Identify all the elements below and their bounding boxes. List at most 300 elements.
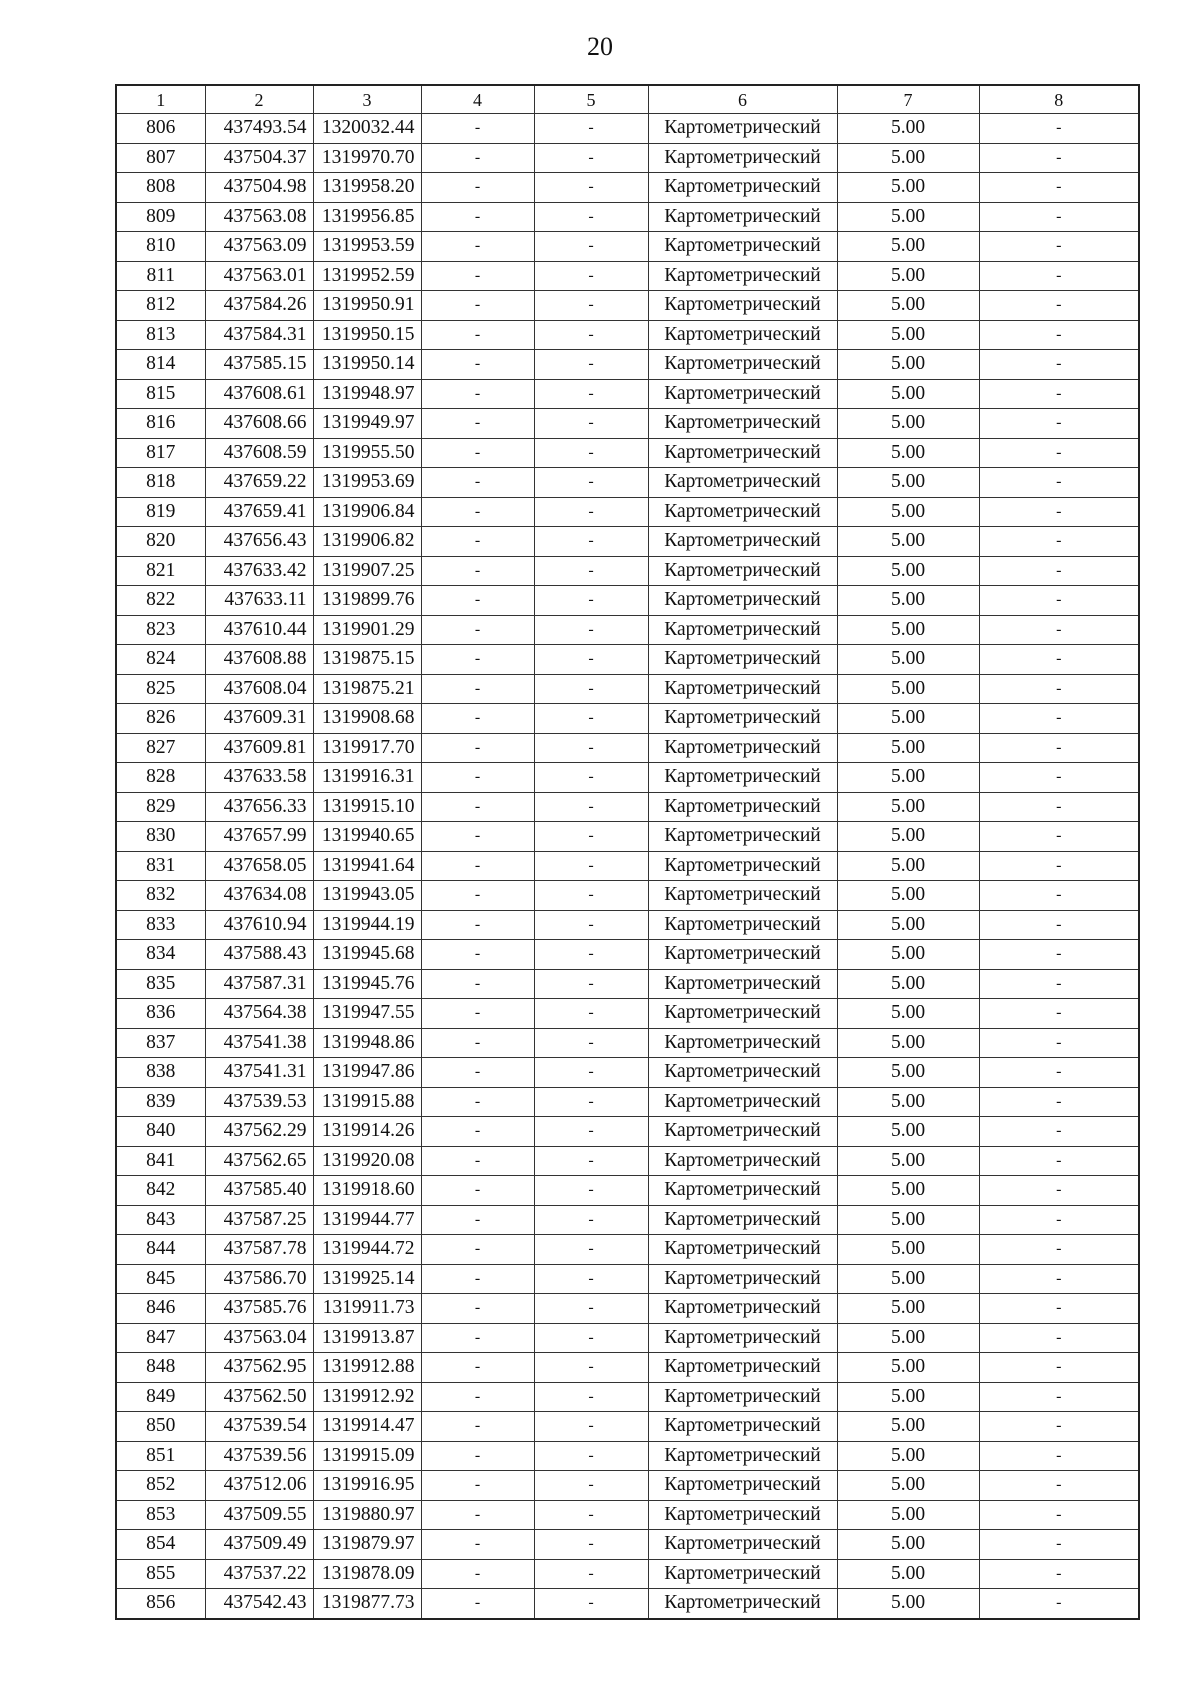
cell-accuracy: 5.00: [837, 1530, 979, 1560]
cell-col5-value: -: [534, 291, 648, 321]
cell-col5-value: -: [534, 940, 648, 970]
cell-method: Картометрический: [648, 1559, 837, 1589]
cell-accuracy: 5.00: [837, 1294, 979, 1324]
cell-col5-value: -: [534, 586, 648, 616]
table-row: [116, 940, 1139, 970]
cell-accuracy: 5.00: [837, 1058, 979, 1088]
table-header-row: [116, 85, 1139, 114]
cell-col8-value: -: [979, 438, 1139, 468]
cell-col5-value: -: [534, 438, 648, 468]
cell-coord-y: 1319913.87: [313, 1323, 421, 1353]
cell-point-number: 842: [116, 1176, 205, 1206]
cell-point-number: 829: [116, 792, 205, 822]
cell-col4-value: -: [421, 379, 534, 409]
cell-col8-value: -: [979, 1382, 1139, 1412]
cell-col4-value: -: [421, 114, 534, 144]
cell-col5-value: -: [534, 468, 648, 498]
cell-col5-value: -: [534, 1205, 648, 1235]
cell-point-number: 822: [116, 586, 205, 616]
cell-col4-value: -: [421, 733, 534, 763]
cell-col8-value: -: [979, 468, 1139, 498]
cell-coord-x: 437504.98: [205, 173, 313, 203]
cell-coord-y: 1319915.09: [313, 1441, 421, 1471]
table-row: [116, 763, 1139, 793]
cell-col4-value: -: [421, 645, 534, 675]
cell-col5-value: -: [534, 822, 648, 852]
cell-method: Картометрический: [648, 1294, 837, 1324]
cell-col5-value: -: [534, 1146, 648, 1176]
cell-col5-value: -: [534, 792, 648, 822]
cell-method: Картометрический: [648, 1323, 837, 1353]
cell-col4-value: -: [421, 438, 534, 468]
cell-point-number: 831: [116, 851, 205, 881]
cell-col8-value: -: [979, 173, 1139, 203]
cell-col8-value: -: [979, 527, 1139, 557]
column-header-5: 5: [534, 85, 648, 114]
cell-point-number: 849: [116, 1382, 205, 1412]
cell-method: Картометрический: [648, 1264, 837, 1294]
cell-col5-value: -: [534, 350, 648, 380]
cell-point-number: 839: [116, 1087, 205, 1117]
cell-point-number: 845: [116, 1264, 205, 1294]
cell-accuracy: 5.00: [837, 1205, 979, 1235]
cell-coord-y: 1319925.14: [313, 1264, 421, 1294]
cell-method: Картометрический: [648, 143, 837, 173]
cell-col5-value: -: [534, 1235, 648, 1265]
cell-method: Картометрический: [648, 940, 837, 970]
cell-point-number: 853: [116, 1500, 205, 1530]
cell-accuracy: 5.00: [837, 999, 979, 1029]
cell-col8-value: -: [979, 320, 1139, 350]
cell-col4-value: -: [421, 1353, 534, 1383]
cell-col5-value: -: [534, 674, 648, 704]
cell-point-number: 852: [116, 1471, 205, 1501]
cell-accuracy: 5.00: [837, 1589, 979, 1619]
cell-coord-x: 437585.40: [205, 1176, 313, 1206]
cell-point-number: 817: [116, 438, 205, 468]
cell-coord-y: 1319879.97: [313, 1530, 421, 1560]
table-row: [116, 674, 1139, 704]
cell-coord-y: 1319911.73: [313, 1294, 421, 1324]
cell-accuracy: 5.00: [837, 527, 979, 557]
cell-accuracy: 5.00: [837, 674, 979, 704]
cell-coord-y: 1319958.20: [313, 173, 421, 203]
cell-coord-y: 1319950.15: [313, 320, 421, 350]
cell-point-number: 844: [116, 1235, 205, 1265]
cell-method: Картометрический: [648, 556, 837, 586]
cell-coord-y: 1319948.97: [313, 379, 421, 409]
cell-col8-value: -: [979, 1323, 1139, 1353]
cell-accuracy: 5.00: [837, 733, 979, 763]
cell-col4-value: -: [421, 232, 534, 262]
cell-coord-x: 437563.01: [205, 261, 313, 291]
cell-coord-y: 1319901.29: [313, 615, 421, 645]
cell-col4-value: -: [421, 881, 534, 911]
cell-coord-y: 1319916.95: [313, 1471, 421, 1501]
cell-coord-y: 1319920.08: [313, 1146, 421, 1176]
cell-coord-y: 1319917.70: [313, 733, 421, 763]
cell-coord-x: 437541.38: [205, 1028, 313, 1058]
cell-col4-value: -: [421, 143, 534, 173]
cell-col5-value: -: [534, 763, 648, 793]
cell-col4-value: -: [421, 320, 534, 350]
cell-accuracy: 5.00: [837, 1117, 979, 1147]
table-row: [116, 1205, 1139, 1235]
cell-col8-value: -: [979, 114, 1139, 144]
cell-method: Картометрический: [648, 763, 837, 793]
table-row: [116, 1264, 1139, 1294]
cell-accuracy: 5.00: [837, 1028, 979, 1058]
cell-col5-value: -: [534, 704, 648, 734]
cell-coord-y: 1319915.88: [313, 1087, 421, 1117]
cell-coord-x: 437562.29: [205, 1117, 313, 1147]
cell-col8-value: -: [979, 291, 1139, 321]
cell-method: Картометрический: [648, 1087, 837, 1117]
table-row: [116, 851, 1139, 881]
table-row: [116, 586, 1139, 616]
cell-coord-y: 1319948.86: [313, 1028, 421, 1058]
cell-point-number: 818: [116, 468, 205, 498]
cell-col5-value: -: [534, 497, 648, 527]
table-row: [116, 1382, 1139, 1412]
cell-coord-x: 437584.31: [205, 320, 313, 350]
cell-col8-value: -: [979, 1264, 1139, 1294]
table-row: [116, 468, 1139, 498]
cell-col5-value: -: [534, 1028, 648, 1058]
cell-coord-y: 1319914.47: [313, 1412, 421, 1442]
table-row: [116, 1559, 1139, 1589]
cell-col8-value: -: [979, 1294, 1139, 1324]
cell-col8-value: -: [979, 1353, 1139, 1383]
cell-accuracy: 5.00: [837, 1323, 979, 1353]
table-row: [116, 232, 1139, 262]
cell-coord-x: 437563.08: [205, 202, 313, 232]
table-row: [116, 999, 1139, 1029]
cell-col8-value: -: [979, 232, 1139, 262]
cell-col4-value: -: [421, 1589, 534, 1619]
cell-method: Картометрический: [648, 822, 837, 852]
cell-col4-value: -: [421, 1559, 534, 1589]
table-row: [116, 1058, 1139, 1088]
cell-col8-value: -: [979, 1058, 1139, 1088]
cell-point-number: 821: [116, 556, 205, 586]
cell-accuracy: 5.00: [837, 704, 979, 734]
table-row: [116, 1146, 1139, 1176]
cell-point-number: 815: [116, 379, 205, 409]
cell-method: Картометрический: [648, 232, 837, 262]
cell-col8-value: -: [979, 1176, 1139, 1206]
table-row: [116, 320, 1139, 350]
cell-method: Картометрический: [648, 173, 837, 203]
cell-point-number: 834: [116, 940, 205, 970]
cell-coord-x: 437633.58: [205, 763, 313, 793]
cell-coord-x: 437587.31: [205, 969, 313, 999]
cell-coord-y: 1319912.92: [313, 1382, 421, 1412]
cell-col8-value: -: [979, 1530, 1139, 1560]
cell-method: Картометрический: [648, 910, 837, 940]
cell-accuracy: 5.00: [837, 202, 979, 232]
cell-col8-value: -: [979, 674, 1139, 704]
table-row: [116, 527, 1139, 557]
cell-point-number: 810: [116, 232, 205, 262]
cell-accuracy: 5.00: [837, 792, 979, 822]
cell-col8-value: -: [979, 143, 1139, 173]
table-row: [116, 1441, 1139, 1471]
cell-coord-y: 1319952.59: [313, 261, 421, 291]
cell-accuracy: 5.00: [837, 143, 979, 173]
cell-point-number: 837: [116, 1028, 205, 1058]
cell-method: Картометрический: [648, 1117, 837, 1147]
cell-col8-value: -: [979, 1589, 1139, 1619]
table-row: [116, 1294, 1139, 1324]
cell-method: Картометрический: [648, 999, 837, 1029]
cell-coord-x: 437588.43: [205, 940, 313, 970]
cell-point-number: 825: [116, 674, 205, 704]
cell-coord-y: 1319878.09: [313, 1559, 421, 1589]
column-header-6: 6: [648, 85, 837, 114]
cell-col8-value: -: [979, 1559, 1139, 1589]
cell-col8-value: -: [979, 792, 1139, 822]
table-row: [116, 733, 1139, 763]
cell-coord-y: 1319970.70: [313, 143, 421, 173]
cell-point-number: 832: [116, 881, 205, 911]
cell-col4-value: -: [421, 202, 534, 232]
cell-point-number: 838: [116, 1058, 205, 1088]
cell-coord-y: 1319906.82: [313, 527, 421, 557]
cell-coord-x: 437504.37: [205, 143, 313, 173]
cell-coord-x: 437659.22: [205, 468, 313, 498]
cell-col4-value: -: [421, 910, 534, 940]
cell-col8-value: -: [979, 1028, 1139, 1058]
cell-coord-x: 437512.06: [205, 1471, 313, 1501]
cell-col4-value: -: [421, 999, 534, 1029]
cell-col8-value: -: [979, 822, 1139, 852]
cell-col4-value: -: [421, 1264, 534, 1294]
table-row: [116, 1117, 1139, 1147]
cell-col8-value: -: [979, 733, 1139, 763]
cell-point-number: 850: [116, 1412, 205, 1442]
cell-method: Картометрический: [648, 881, 837, 911]
cell-coord-y: 1319912.88: [313, 1353, 421, 1383]
cell-accuracy: 5.00: [837, 1471, 979, 1501]
cell-coord-y: 1319947.55: [313, 999, 421, 1029]
cell-col4-value: -: [421, 350, 534, 380]
cell-col5-value: -: [534, 320, 648, 350]
table-row: [116, 1235, 1139, 1265]
table-row: [116, 645, 1139, 675]
cell-col8-value: -: [979, 851, 1139, 881]
cell-point-number: 814: [116, 350, 205, 380]
cell-col4-value: -: [421, 615, 534, 645]
cell-col8-value: -: [979, 645, 1139, 675]
cell-method: Картометрический: [648, 674, 837, 704]
cell-method: Картометрический: [648, 1471, 837, 1501]
cell-method: Картометрический: [648, 704, 837, 734]
cell-col4-value: -: [421, 1058, 534, 1088]
cell-col4-value: -: [421, 497, 534, 527]
cell-method: Картометрический: [648, 202, 837, 232]
cell-col5-value: -: [534, 1294, 648, 1324]
cell-method: Картометрический: [648, 1205, 837, 1235]
cell-col5-value: -: [534, 143, 648, 173]
cell-coord-y: 1319906.84: [313, 497, 421, 527]
cell-col8-value: -: [979, 409, 1139, 439]
cell-col8-value: -: [979, 1471, 1139, 1501]
cell-accuracy: 5.00: [837, 409, 979, 439]
cell-col5-value: -: [534, 1500, 648, 1530]
cell-col8-value: -: [979, 763, 1139, 793]
cell-col8-value: -: [979, 379, 1139, 409]
cell-point-number: 847: [116, 1323, 205, 1353]
cell-col8-value: -: [979, 615, 1139, 645]
cell-col5-value: -: [534, 1264, 648, 1294]
table-row: [116, 704, 1139, 734]
cell-col5-value: -: [534, 1117, 648, 1147]
table-row: [116, 1087, 1139, 1117]
cell-col4-value: -: [421, 940, 534, 970]
cell-accuracy: 5.00: [837, 379, 979, 409]
cell-coord-y: 1319875.21: [313, 674, 421, 704]
column-header-2: 2: [205, 85, 313, 114]
cell-col8-value: -: [979, 1412, 1139, 1442]
cell-col4-value: -: [421, 409, 534, 439]
cell-accuracy: 5.00: [837, 1235, 979, 1265]
cell-col5-value: -: [534, 1382, 648, 1412]
cell-coord-y: 1319943.05: [313, 881, 421, 911]
cell-col5-value: -: [534, 202, 648, 232]
cell-col4-value: -: [421, 261, 534, 291]
cell-col4-value: -: [421, 586, 534, 616]
cell-point-number: 820: [116, 527, 205, 557]
cell-point-number: 840: [116, 1117, 205, 1147]
cell-accuracy: 5.00: [837, 438, 979, 468]
cell-col8-value: -: [979, 999, 1139, 1029]
cell-accuracy: 5.00: [837, 586, 979, 616]
cell-accuracy: 5.00: [837, 940, 979, 970]
cell-coord-y: 1319880.97: [313, 1500, 421, 1530]
cell-accuracy: 5.00: [837, 232, 979, 262]
cell-coord-y: 1319944.19: [313, 910, 421, 940]
cell-col5-value: -: [534, 556, 648, 586]
cell-coord-x: 437562.65: [205, 1146, 313, 1176]
cell-point-number: 833: [116, 910, 205, 940]
cell-coord-x: 437563.04: [205, 1323, 313, 1353]
cell-col4-value: -: [421, 173, 534, 203]
cell-coord-y: 1319949.97: [313, 409, 421, 439]
cell-col8-value: -: [979, 1441, 1139, 1471]
cell-col5-value: -: [534, 910, 648, 940]
cell-col5-value: -: [534, 881, 648, 911]
table-row: [116, 910, 1139, 940]
cell-coord-x: 437563.09: [205, 232, 313, 262]
cell-col5-value: -: [534, 173, 648, 203]
cell-coord-x: 437542.43: [205, 1589, 313, 1619]
cell-method: Картометрический: [648, 1441, 837, 1471]
cell-col5-value: -: [534, 1412, 648, 1442]
cell-point-number: 813: [116, 320, 205, 350]
cell-method: Картометрический: [648, 438, 837, 468]
cell-coord-y: 1319947.86: [313, 1058, 421, 1088]
cell-coord-y: 1319953.69: [313, 468, 421, 498]
cell-method: Картометрический: [648, 586, 837, 616]
cell-col8-value: -: [979, 1087, 1139, 1117]
cell-col8-value: -: [979, 940, 1139, 970]
cell-method: Картометрический: [648, 320, 837, 350]
cell-col5-value: -: [534, 1176, 648, 1206]
cell-method: Картометрический: [648, 1235, 837, 1265]
cell-col5-value: -: [534, 1530, 648, 1560]
cell-col8-value: -: [979, 586, 1139, 616]
cell-coord-x: 437609.81: [205, 733, 313, 763]
cell-coord-x: 437509.55: [205, 1500, 313, 1530]
cell-method: Картометрический: [648, 409, 837, 439]
cell-coord-x: 437585.76: [205, 1294, 313, 1324]
cell-accuracy: 5.00: [837, 1382, 979, 1412]
cell-point-number: 848: [116, 1353, 205, 1383]
coordinates-table: [115, 84, 1140, 1620]
cell-coord-x: 437608.66: [205, 409, 313, 439]
cell-method: Картометрический: [648, 261, 837, 291]
column-header-4: 4: [421, 85, 534, 114]
cell-col8-value: -: [979, 202, 1139, 232]
cell-col4-value: -: [421, 527, 534, 557]
cell-accuracy: 5.00: [837, 910, 979, 940]
cell-point-number: 808: [116, 173, 205, 203]
cell-coord-y: 1319915.10: [313, 792, 421, 822]
cell-coord-x: 437610.44: [205, 615, 313, 645]
cell-coord-y: 1319940.65: [313, 822, 421, 852]
cell-method: Картометрический: [648, 1058, 837, 1088]
cell-coord-x: 437564.38: [205, 999, 313, 1029]
cell-coord-y: 1319907.25: [313, 556, 421, 586]
cell-col4-value: -: [421, 556, 534, 586]
table-row: [116, 1471, 1139, 1501]
cell-accuracy: 5.00: [837, 615, 979, 645]
cell-coord-y: 1319941.64: [313, 851, 421, 881]
cell-method: Картометрический: [648, 1382, 837, 1412]
cell-point-number: 828: [116, 763, 205, 793]
cell-accuracy: 5.00: [837, 320, 979, 350]
column-header-1: 1: [116, 85, 205, 114]
cell-coord-x: 437539.53: [205, 1087, 313, 1117]
cell-accuracy: 5.00: [837, 556, 979, 586]
table-row: [116, 1412, 1139, 1442]
cell-point-number: 824: [116, 645, 205, 675]
cell-col8-value: -: [979, 350, 1139, 380]
table-row: [116, 261, 1139, 291]
cell-coord-x: 437493.54: [205, 114, 313, 144]
table-row: [116, 291, 1139, 321]
cell-method: Картометрический: [648, 969, 837, 999]
page-number: 20: [587, 32, 613, 61]
cell-coord-x: 437608.04: [205, 674, 313, 704]
column-header-3: 3: [313, 85, 421, 114]
cell-col4-value: -: [421, 1146, 534, 1176]
cell-method: Картометрический: [648, 1353, 837, 1383]
cell-col8-value: -: [979, 556, 1139, 586]
cell-coord-y: 1319916.31: [313, 763, 421, 793]
cell-coord-x: 437633.11: [205, 586, 313, 616]
cell-col4-value: -: [421, 1205, 534, 1235]
cell-coord-y: 1319875.15: [313, 645, 421, 675]
cell-coord-y: 1319944.72: [313, 1235, 421, 1265]
cell-accuracy: 5.00: [837, 468, 979, 498]
cell-col8-value: -: [979, 1146, 1139, 1176]
cell-col5-value: -: [534, 733, 648, 763]
table-row: [116, 202, 1139, 232]
table-row: [116, 173, 1139, 203]
cell-coord-x: 437634.08: [205, 881, 313, 911]
